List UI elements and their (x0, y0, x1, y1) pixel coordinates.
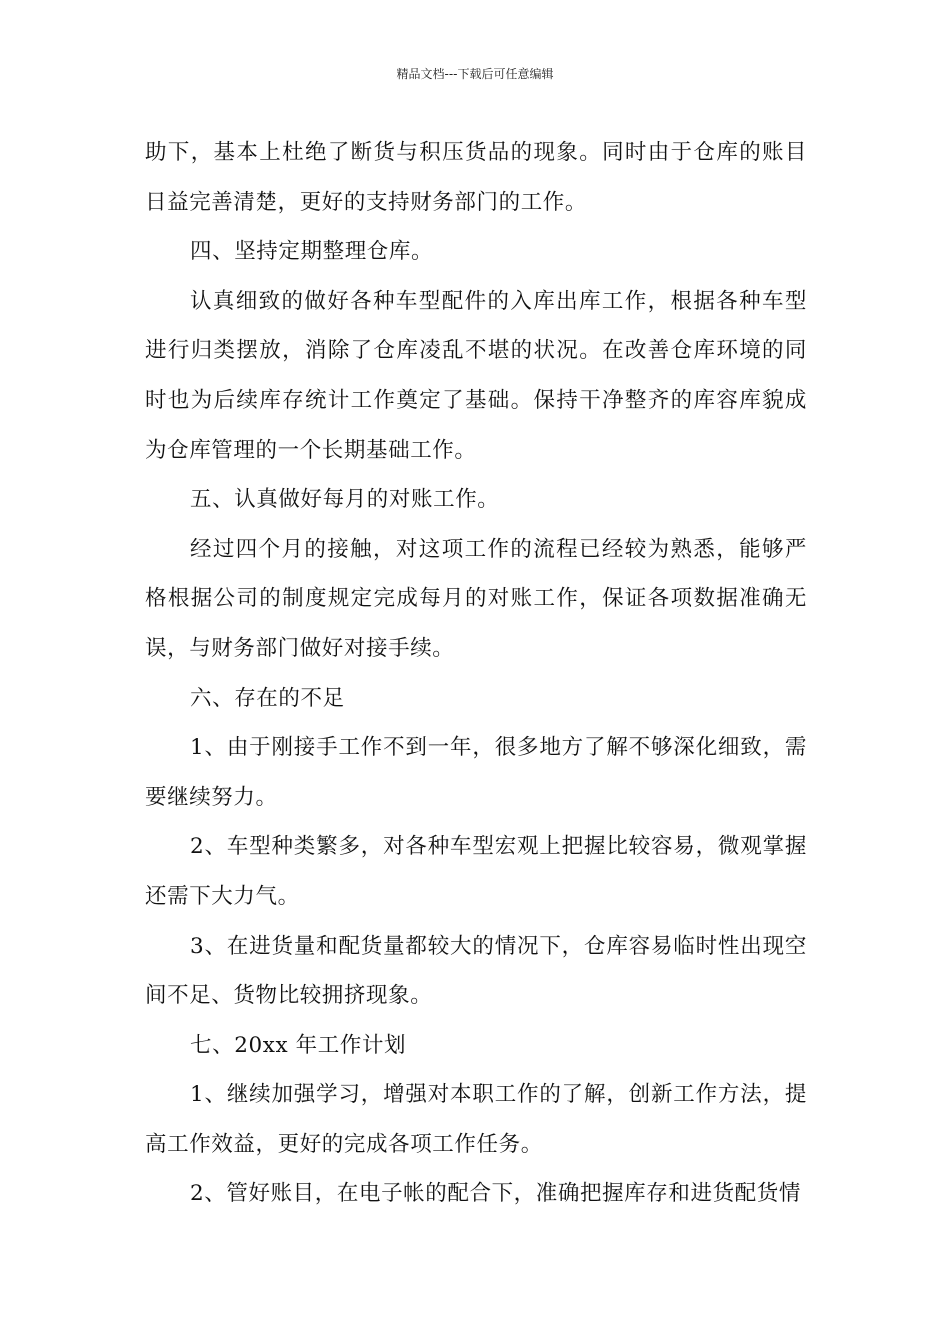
paragraph: 经过四个月的接触，对这项工作的流程已经较为熟悉，能够严格根据公司的制度规定完成每月的对账工作，保证各项数据准确无误，与财务部门做好对接手续。 (145, 536, 807, 661)
section-heading-6: 六、存在的不足 (190, 685, 345, 711)
list-item: 1、继续加强学习，增强对本职工作的了解，创新工作方法，提高工作效益，更好的完成各项工作任务。 (145, 1082, 807, 1157)
list-item: 1、由于刚接手工作不到一年，很多地方了解不够深化细致，需要继续努力。 (145, 735, 807, 810)
list-item: 2、管好账目，在电子帐的配合下，准确把握库存和进货配货情 (190, 1181, 801, 1207)
list-item: 2、车型种类繁多，对各种车型宏观上把握比较容易，微观掌握还需下大力气。 (145, 834, 807, 909)
section-heading-5: 五、认真做好每月的对账工作。 (190, 487, 500, 513)
list-item: 3、在进货量和配货量都较大的情况下，仓库容易临时性出现空间不足、货物比较拥挤现象。 (145, 933, 807, 1009)
paragraph: 认真细致的做好各种车型配件的入库出库工作，根据各种车型进行归类摆放，消除了仓库凌乱不堪的状况。在改善仓库环境的同时也为后续库存统计工作奠定了基础。保持干净整齐的库容库貌成为仓库管理的一个长期基础工作。 (145, 288, 807, 463)
section-heading-4: 四、坚持定期整理仓库。 (190, 239, 434, 265)
document-body (145, 128, 807, 1219)
paragraph-continuation: 助下，基本上杜绝了断货与积压货品的现象。同时由于仓库的账目日益完善清楚，更好的支持财务部门的工作。 (145, 140, 807, 215)
page-header: 精品文档---下载后可任意编辑 (396, 67, 554, 81)
section-heading-7: 七、20xx 年工作计划 (190, 1032, 407, 1058)
